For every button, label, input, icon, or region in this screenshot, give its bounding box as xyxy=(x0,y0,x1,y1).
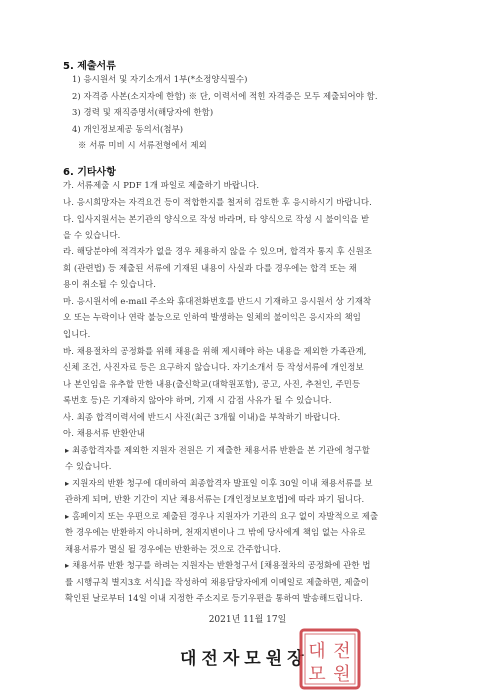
svg-text:모: 모 xyxy=(308,664,326,685)
section-6-bullet: 확인된 날로부터 14일 이내 지정한 주소지로 등기우편을 통하여 발송해드립니다. xyxy=(65,593,363,603)
official-seal-stamp xyxy=(299,628,361,690)
section-6-bullet: 한 경우에는 반환하지 아니하며, 천재지변이나 그 밖에 당사에게 책임 없는 사유로 xyxy=(65,527,366,537)
section-6-line: 다. 입사지원서는 본기관의 양식으로 작성 바라며, 타 양식으로 작성 시 불이익을 받 xyxy=(63,214,370,224)
section-6-line: 바. 채용절차의 공정화를 위해 채용을 위해 제시해야 하는 내용을 제외한 가족관계, xyxy=(63,346,367,356)
section-6-line: 오 또는 누락이나 연락 불능으로 인하여 발생하는 일체의 불이익은 응시자의 책임 xyxy=(63,312,361,322)
svg-text:전: 전 xyxy=(333,641,351,662)
section-5-line: 3) 경력 및 재직증명서(해당자에 한함) xyxy=(72,107,214,117)
issue-date: 2021년 11월 17일 xyxy=(208,615,287,625)
section-5-line: 1) 응시원서 및 자기소개서 1부(*소정양식필수) xyxy=(72,74,248,84)
svg-text:대: 대 xyxy=(308,641,326,662)
section-6-line: 신체 조건, 사진자료 등은 요구하지 않습니다. 자기소개서 등 작성서류에 개인정보 xyxy=(63,362,364,372)
section-6-line: 가. 서류제출 시 PDF 1개 파일로 제출하기 바랍니다. xyxy=(63,180,260,190)
section-6-bullet: 률 시행규칙 별지3호 서식]을 작성하여 채용담당자에게 이메일로 제출하면, 제출이 xyxy=(65,577,369,587)
section-6-line: 나. 응시희망자는 자격요건 등이 적합한지를 철저히 검토한 후 응시하시기 바랍니다. xyxy=(63,197,372,207)
section-6-title: 6. 기타사항 xyxy=(63,167,116,178)
section-6-line: 용이 취소될 수 있습니다. xyxy=(63,279,156,289)
section-6-line: 라. 해당분야에 적격자가 없을 경우 채용하지 않을 수 있으며, 합격자 통지 후 신원조 xyxy=(63,246,372,256)
section-6-line: 록번호 등)은 기재하지 않아야 하며, 기재 시 감점 사유가 될 수 있습니다. xyxy=(63,395,332,405)
svg-text:원: 원 xyxy=(333,664,351,685)
section-6-line: 사. 최종 합격이력서에 반드시 사진(최근 3개월 이내)을 부착하기 바랍니다. xyxy=(63,412,341,422)
section-6-bullet: 수 있습니다. xyxy=(65,461,112,471)
section-6-bullet: ▸ 홈페이지 또는 우편으로 제출된 경우나 지원자가 기관의 요구 없이 자발적으로 제출 xyxy=(65,511,379,521)
section-6-line: 을 수 있습니다. xyxy=(63,230,121,240)
section-5-line: 2) 자격증 사본(소지자에 한함) ※ 단, 이력서에 적힌 자격증은 모두 제출되어야 함. xyxy=(72,91,378,101)
section-6-bullet: 채용서류가 멸실 될 경우에는 반환하는 것으로 간주합니다. xyxy=(65,544,281,554)
section-6-bullet: 관하게 되며, 반환 기간이 지난 채용서류는 [개인정보보호법]에 따라 파기 됩니다. xyxy=(65,494,365,504)
section-6-line: 회 (관련법) 등 제출된 서류에 기재된 내용이 사실과 다를 경우에는 합격 또는 채 xyxy=(63,263,357,273)
section-6-bullet: ▸ 채용서류 반환 청구를 하려는 지원자는 반환청구서 [채용절차의 공정화에 관한 법 xyxy=(65,560,371,570)
section-6-bullet: ▸ 최종합격자를 제외한 지원자 전원은 기 제출한 채용서류 반환을 본 기관에 청구할 xyxy=(65,445,370,455)
organization-name: 대전자모원장 xyxy=(180,649,309,669)
section-6-line: 마. 응시원서에 e-mail 주소와 휴대전화번호를 반드시 기재하고 응시원서 상 기재착 xyxy=(63,296,372,306)
section-5-title: 5. 제출서류 xyxy=(63,61,116,72)
section-5-note: ※ 서류 미비 시 서류전형에서 제외 xyxy=(78,140,207,150)
section-6-line: 나 본인임을 유추할 만한 내용(출신학교(대학원포함), 공고, 사진, 추천인, 주민등 xyxy=(63,379,361,389)
section-6-line: 아. 채용서류 반환안내 xyxy=(63,428,145,438)
section-6-bullet: ▸ 지원자의 반환 청구에 대비하여 최종합격자 발표일 이후 30일 이내 채용서류를 보 xyxy=(65,478,373,488)
section-5-line: 4) 개인정보제공 동의서(첨부) xyxy=(72,124,184,134)
section-6-line: 입니다. xyxy=(63,329,91,339)
